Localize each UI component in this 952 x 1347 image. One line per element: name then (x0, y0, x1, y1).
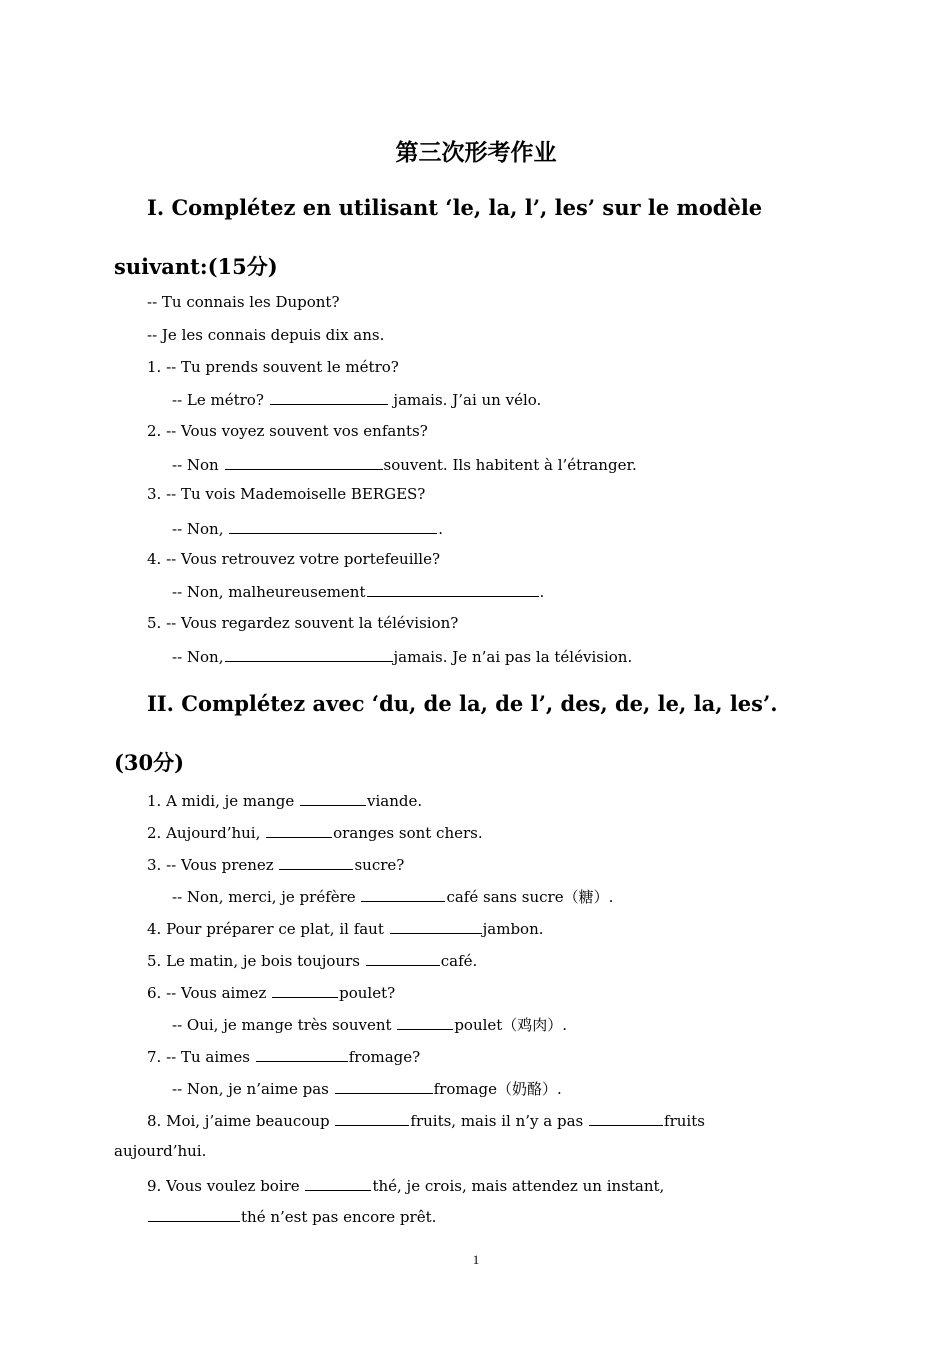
answer-blank[interactable] (335, 1078, 433, 1094)
section-1-heading: I. Complétez en utilisant ‘le, la, l’, les’ sur le modèle (147, 195, 763, 220)
example-answer: -- Je les connais depuis dix ans. (147, 326, 385, 344)
answer-blank[interactable] (256, 1046, 348, 1062)
answer-blank[interactable] (397, 1014, 453, 1030)
s2-item-3-answer: -- Non, merci, je préfère café sans sucre（糖）. (172, 888, 614, 906)
s2-item-2: 2. Aujourd’hui, oranges sont chers. (147, 824, 483, 842)
answer-blank[interactable] (361, 886, 445, 902)
s1-item-2-question: 2. -- Vous voyez souvent vos enfants? (147, 422, 428, 440)
s2-item-4: 4. Pour préparer ce plat, il faut jambon. (147, 920, 544, 938)
answer-blank[interactable] (305, 1175, 371, 1191)
answer-blank[interactable] (229, 518, 437, 534)
answer-blank[interactable] (300, 790, 366, 806)
s2-item-1: 1. A midi, je mange viande. (147, 792, 423, 810)
s1-item-3-answer: -- Non, . (172, 520, 444, 538)
s2-item-7-question: 7. -- Tu aimes fromage? (147, 1048, 421, 1066)
answer-blank[interactable] (335, 1110, 409, 1126)
answer-blank[interactable] (367, 581, 539, 597)
s1-item-1-question: 1. -- Tu prends souvent le métro? (147, 358, 399, 376)
s2-item-9-cont: thé n’est pas encore prêt. (147, 1206, 436, 1226)
answer-blank[interactable] (390, 918, 482, 934)
s1-item-1-answer: -- Le métro? jamais. J’ai un vélo. (172, 391, 542, 409)
example-question: -- Tu connais les Dupont? (147, 293, 340, 311)
answer-blank[interactable] (225, 454, 383, 470)
answer-blank[interactable] (225, 646, 393, 662)
section-1-heading-cont: suivant:(15分) (114, 254, 278, 279)
answer-blank[interactable] (589, 1110, 663, 1126)
s2-item-8-cont: aujourd’hui. (114, 1142, 207, 1160)
section-2-heading: II. Complétez avec ‘du, de la, de l’, des, de, le, la, les’. (147, 691, 778, 716)
s1-item-2-answer: -- Non souvent. Ils habitent à l’étranger. (172, 456, 637, 474)
answer-blank[interactable] (270, 389, 388, 405)
s2-item-6-question: 6. -- Vous aimez poulet? (147, 984, 396, 1002)
s2-item-3-question: 3. -- Vous prenez sucre? (147, 856, 405, 874)
s1-item-3-question: 3. -- Tu vois Mademoiselle BERGES? (147, 485, 426, 503)
page-number: 1 (472, 1252, 480, 1267)
s2-item-6-answer: -- Oui, je mange très souvent poulet（鸡肉）. (172, 1016, 568, 1034)
s1-item-4-question: 4. -- Vous retrouvez votre portefeuille? (147, 550, 441, 568)
s2-item-9: 9. Vous voulez boire thé, je crois, mais attendez un instant, (147, 1177, 665, 1195)
answer-blank[interactable] (272, 982, 338, 998)
s2-item-8: 8. Moi, j’aime beaucoup fruits, mais il n’y a pas fruits (147, 1112, 705, 1130)
page-title: 第三次形考作业 (395, 140, 557, 166)
answer-blank[interactable] (279, 854, 353, 870)
s1-item-4-answer: -- Non, malheureusement . (172, 583, 545, 601)
s2-item-5: 5. Le matin, je bois toujours café. (147, 952, 478, 970)
s1-item-5-question: 5. -- Vous regardez souvent la télévision? (147, 614, 459, 632)
answer-blank[interactable] (148, 1206, 240, 1222)
answer-blank[interactable] (266, 822, 332, 838)
s1-item-5-answer: -- Non, jamais. Je n’ai pas la télévision. (172, 648, 633, 666)
s2-item-7-answer: -- Non, je n’aime pas fromage（奶酪）. (172, 1080, 562, 1098)
answer-blank[interactable] (366, 950, 440, 966)
section-2-heading-cont: (30分) (114, 750, 185, 775)
